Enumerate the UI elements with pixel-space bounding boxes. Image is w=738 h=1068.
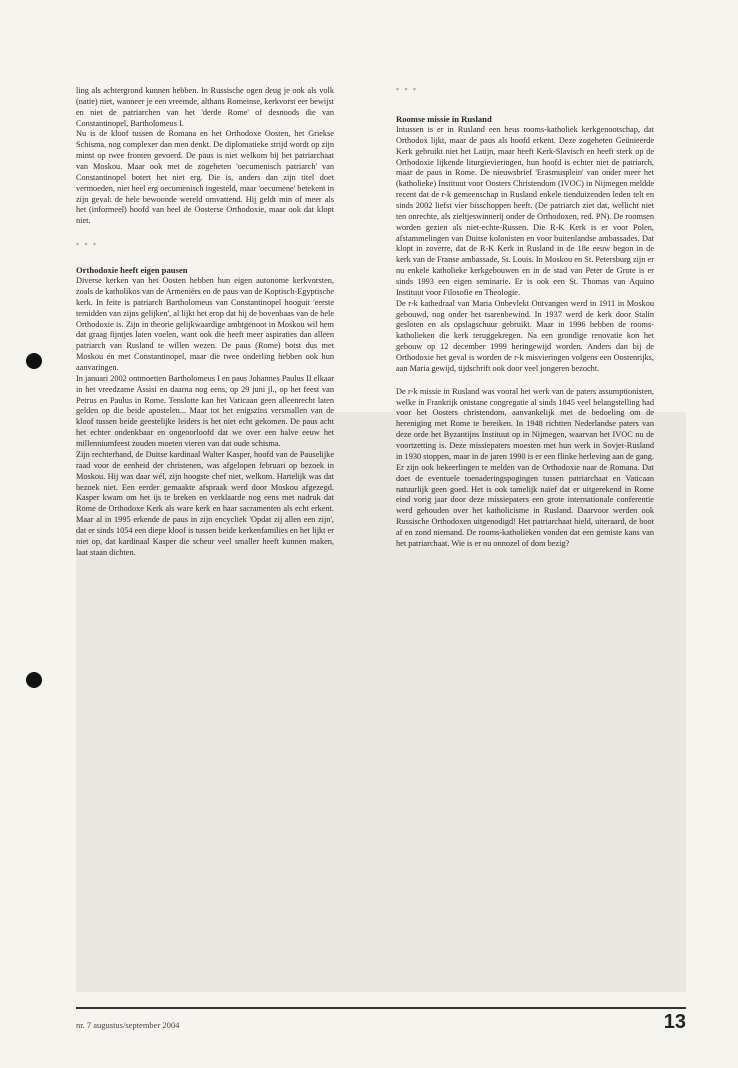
left-column	[76, 86, 334, 559]
paragraph: Nu is de kloof tussen de Romana en het Orthodoxe Oosten, het Griekse Schisma, nog complexer dan men denkt. De diplomatieke strijd wordt op zijn minst op twee fronten gevoerd. De paus is niet welkom bij het patriarchaat van Moskou. Maar ook met de zogeheten 'oecumenisch patriarch' van Constantinopel botert het niet erg. Die is, anders dan zijn titel doet vermoeden, niet heel erg oecumenisch ingesteld, maar 'oecumene' betekent in zijn geval: de hele bewoonde wereld omvattend. Hij geldt min of meer als het (informeel) hoofd van heel de Oosterse Orthodoxie, maar ook dat klopt niet.	[76, 129, 334, 226]
paragraph: De r-k missie in Rusland was vooral het werk van de paters assumptionisten, welke in Frankrijk ontstane congregatie al sinds 1845 veel belangstelling had voor het Oosters christendom, aanvankelijk met de bedoeling om de hereniging met Rome te bereiken. In 1948 richtten Nederlandse paters van deze orde het Byzantijns Instituut op in Nijmegen, waarvan het IVOC nu de voortzetting is. Deze missiepaters moesten met hun werk in Sovjet-Rusland in 1930 stoppen, maar in de jaren 1990 is er een flinke herleving aan de gang. Er zijn ook bekeerlingen te melden van de Orthodoxie naar de Romana. Dat doet de eventuele toenaderingspogingen tussen patriarchaat en Vaticaan natuurlijk geen goed. Het is ook tamelijk naïef dat er uitgerekend in Rome eind vorig jaar door deze missiepaters een grote internationale conferentie werd gehouden over het katholicisme in Rusland. Daarvoor werden ook Russische Orthodoxen uitgenodigd! Het patriarchaat hield, uiteraard, de boot af en zond niemand. De rooms-katholieken vonden dat een gemiste kans van het patriarchaat. Wie is er nu onnozel of dom bezig?	[396, 386, 654, 548]
paragraph: De r-k kathedraal van Maria Onbevlekt Ontvangen werd in 1911 in Moskou gebouwd, nog onder het tsarenbewind. In 1937 werd de kerk door Stalin gesloten en als opslagschuur gebruikt. Maar in 1996 hebben de rooms-katholieken die kerk teruggekregen. Na een grondige renovatie kon het gebouw op 12 december 1999 heringewijd worden. Anders dan bij de Orthodoxie het geval is worden de r-k misvieringen volgens een Oostenrijks, aan Maria gewijd, tijdschrift ook door veel jongeren bezocht.	[396, 298, 654, 373]
binder-hole-upper	[26, 353, 42, 369]
paragraph: In januari 2002 ontmoetten Bartholomeus I en paus Johannes Paulus II elkaar in het vreedzame Assisi en daarna nog eens, op 29 juni jl., op het feest van Petrus en Paulus in Rome. Tenslotte kan het Vaticaan geen alleenrecht laten gelden op die beide apostelen... Maar tot het enigszins versmallen van de kloof tussen beide geestelijke leiders is het niet echt gekomen. De paus acht het echter ondenkbaar en ongeoorloofd dat we over een halve eeuw het millenniumfeest zouden moeten vieren van dat oude schisma.	[76, 373, 334, 449]
section-separator: * * *	[76, 243, 98, 250]
page-number: 13	[663, 1011, 686, 1033]
paragraph-gap	[396, 375, 654, 387]
section-heading: Roomse missie in Rusland	[396, 114, 492, 124]
issue-info: nr. 7 augustus/september 2004	[76, 1020, 180, 1030]
section-separator: * * *	[396, 88, 418, 94]
section-heading: Orthodoxie heeft eigen pausen	[76, 265, 188, 276]
paragraph: Zijn rechterhand, de Duitse kardinaal Walter Kasper, hoofd van de Pauselijke raad voor de eenheid der christenen, was afgelopen februari op bezoek in Moskou. Hij was daar wél, zijn hoogste chef niet, welkom. Hartelijk was dat bezoek niet. Een eerder gemaakte afspraak werd door Moskou afgezegd. Kasper kwam om het ijs te breken en verklaarde nog eens met nadruk dat Rome de Orthodoxe Kerk als ware kerk en haar sacramenten als echt erkent. Maar al in 1995 erkende de paus in zijn encycliek 'Opdat zij allen een zijn', dat er sinds 1054 een diepe kloof is tussen beide kerkenfamilies en het lijkt er niet op, dat kardinaal Kasper die scheur veel smaller heeft kunnen maken, laat staan dichten.	[76, 449, 334, 557]
right-column	[396, 86, 654, 550]
paragraph: Intussen is er in Rusland een heus rooms-katholiek kerkgenootschap, dat Orthodox lijkt, maar de paus als hoofd erkent. Deze zogeheten Geünieerde Kerk gebruikt niet het Latijn, maar heeft Kerk-Slavisch en heeft sterk op de Orthodoxie lijkende liturgievieringen, hun hoofd is echter niet de patriarch, maar de paus in Rome. De nieuwsbrief 'Erasmusplein' van onder meer het (katholieke) Instituut voor Oosters Christendom (IVOC) in Nijmegen meldde recent dat de r-k gemeenschap in Rusland enkele tienduizenden leden telt en sinds 2002 liefst vier bisschoppen heeft. (De patriarch ziet dat, wellicht niet ten onrechte, als zieltjeswinnerij onder de Orthodoxen, red. PN). De roomsen worden gezien als niet-echte-Russen. Die R-K Kerk is er voor Polen, afstammelingen van Duitse kolonisten en voor buitenlandse ambassades. Dat klopt in zoverre, dat de R-K Kerk in Rusland in de 18e eeuw begon in de kerk van de Franse ambassade, St. Louis. In Moskou en St. Petersburg zijn er nu enkele katholieke kerkgebouwen en in de stad van Peter de Grote is er sinds 1993 een eigen seminarie. Er is ook een St. Thomas van Aquino Instituut voor Filosofie en Theologie.	[396, 125, 654, 297]
paragraph: Diverse kerken van het Oosten hebben hun eigen autonome kerkvorsten, zoals de katholikos van de Armeniërs en de paus van de Koptisch-Egyptische kerk. In feite is patriarch Bartholomeus van Constantinopel hooguit 'eerste temidden van zijns gelijken', al lijkt het erop dat hij de bovenbaas van de hele Orthodoxie is. Zijn in theorie gelijkwaardige ambtgenoot in Moskou wil hem dat graag fijntjes laten voelen, want ook die heeft meer aspiraties dan alleen patriarch van Rusland te willen wezen. De paus (Rome) botst dus met Moskou én met Constantinopel, maar die twee onderling hebben ook hun aanvaringen.	[76, 276, 334, 373]
paragraph: ling als achtergrond kunnen hebben. In Russische ogen deug je ook als volk (natie) niet, wanneer je een vreemde, althans Romeinse, kerkvorst eer bewijst en niet de patriarchen van het 'derde Rome' of desnoods die van Constantinopel, Bartholomeus I.	[76, 86, 334, 128]
footer-rule	[76, 1007, 686, 1009]
binder-hole-lower	[26, 672, 42, 688]
